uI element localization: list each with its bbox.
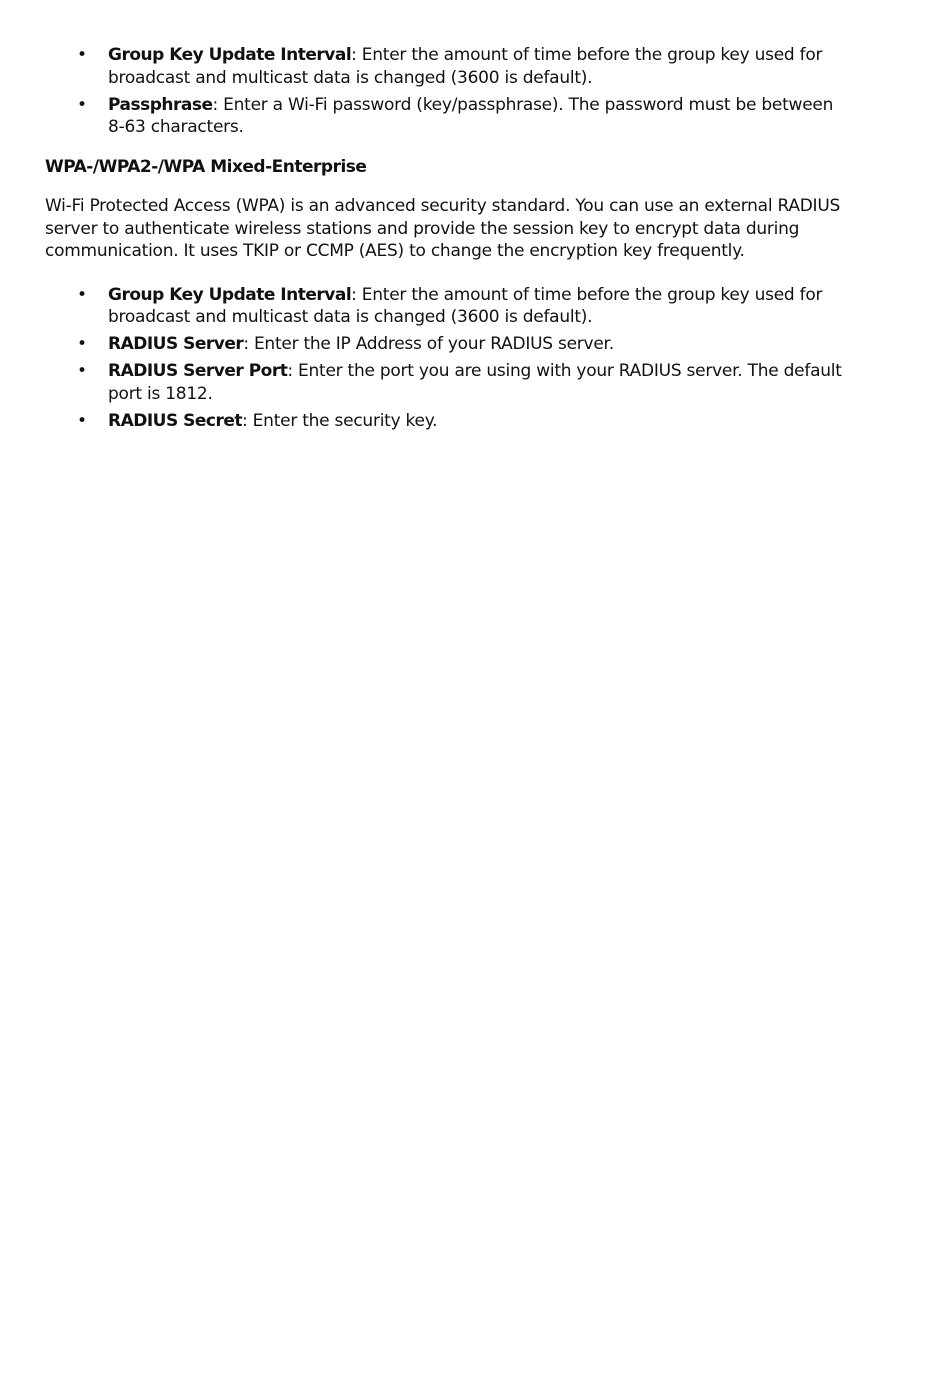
bullet-icon: • — [77, 410, 87, 431]
term-group-key-update-interval: Group Key Update Interval — [108, 45, 352, 65]
list-item — [45, 333, 845, 356]
section-paragraph: Wi-Fi Protected Access (WPA) is an advanced security standard. You can use an external RADIUS server to authenticate wireless stations and provide the session key to encrypt data during communication. It uses TKIP or CCMP (AES) to change the encryption key frequently. — [45, 196, 841, 261]
term-description: : Enter the port you are using with your RADIUS server. The default port is 1812. — [108, 361, 842, 404]
bullet-icon: • — [77, 284, 87, 305]
term-description: : Enter the amount of time before the group key used for broadcast and multicast data is changed (3600 is default). — [108, 45, 823, 88]
term-description: : Enter the IP Address of your RADIUS server. — [243, 334, 614, 354]
term-group-key-update-interval: Group Key Update Interval — [108, 284, 352, 305]
bullet-icon: • — [77, 94, 87, 115]
term-radius-server: RADIUS Server — [108, 334, 244, 354]
term-description: : Enter the amount of time before the group key used for broadcast and multicast data is changed (3600 is default). — [108, 284, 823, 327]
list-item — [45, 44, 845, 89]
term-radius-server-port: RADIUS Server Port — [108, 361, 288, 381]
term-description: : Enter a Wi-Fi password (key/passphrase). The password must be between 8-63 characters. — [108, 94, 834, 137]
list-item — [45, 94, 845, 139]
list-item — [45, 410, 845, 433]
section-heading: WPA-/WPA2-/WPA Mixed-Enterprise — [45, 156, 367, 177]
term-radius-secret: RADIUS Secret — [108, 410, 243, 431]
document-page — [45, 44, 845, 437]
list-item — [45, 284, 845, 329]
bullet-icon: • — [77, 334, 87, 354]
bullet-icon: • — [77, 45, 87, 65]
bullet-list-wpa-personal — [45, 44, 845, 139]
bullet-list-wpa-enterprise — [45, 284, 845, 433]
list-item — [45, 360, 845, 405]
term-passphrase: Passphrase — [108, 94, 213, 115]
term-description: : Enter the security key. — [242, 410, 438, 431]
bullet-icon: • — [77, 361, 87, 381]
